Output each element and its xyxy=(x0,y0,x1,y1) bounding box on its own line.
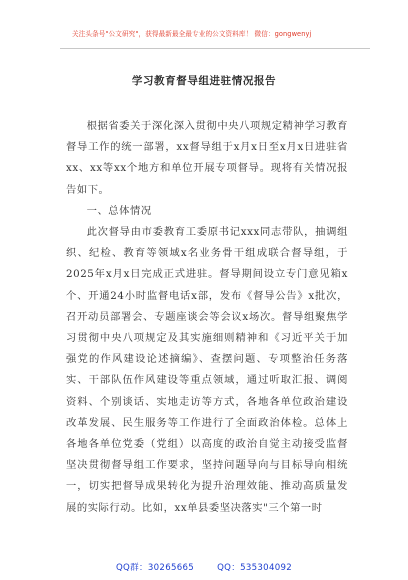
intro-paragraph: 根据省委关于深化深入贯彻中央八项规定精神学习教育督导工作的统一部署，xx督导组于x月x日至x月x日进驻省xx、xx等xx个地方和单位开展专项督导。现将有关情况报告如下。 xyxy=(66,120,348,196)
qq-number: QQ：535304092 xyxy=(217,563,293,573)
footer-contact xyxy=(0,561,408,573)
section-heading-overview: 一、总体情况 xyxy=(86,204,152,217)
header-divider xyxy=(60,48,370,49)
header-banner: 关注头条号"公文研究"，获得最新最全最专业的公文资料库！ 微信：gongwenyj xyxy=(72,30,312,38)
qq-group-number: QQ群：30265665 xyxy=(115,563,195,573)
document-body xyxy=(66,116,348,519)
document-title: 学习教育督导组进驻情况报告 xyxy=(131,75,277,87)
overview-paragraph: 此次督导由市委教育工委原书记xxx同志带队，抽调组织、纪检、教育等领域x名业务骨干组成联合督导组，于2025年x月x日完成正式进驻。督导期间设立专门意见箱x个、开通24小时监督电话x部，发布《督导公告》x批次，召开动员部署会、专题座谈会等会议x场次。督导组聚焦学习贯彻中央八项规定及其实施细则精神和《习近平关于加强党的作风建设论述摘编》、查摆问题、专项整治任务落实、干部队伍作风建设等重点领域，通过听取汇报、调阅资料、个别谈话、实地走访等方式，各地各单位政治建设改革发展、民生服务等工作进行了全面政治体检。总体上各地各单位党委（党组）以高度的政治自觉主动接受监督坚决贯彻督导组工作要求，坚持问题导向与目标导向相统一，切实把督导成果转化为提升治理效能、推动高质量发展的实际行动。比如，xx单县委坚决落实"三个第一时 xyxy=(66,226,348,514)
